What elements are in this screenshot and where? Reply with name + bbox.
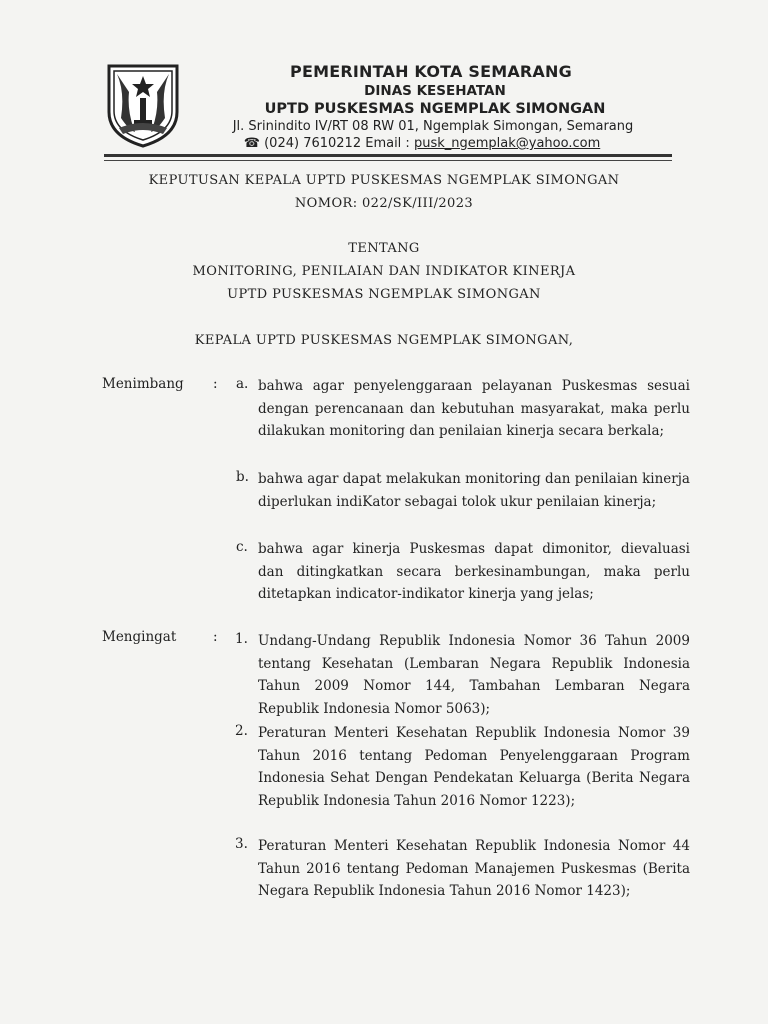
phone-icon: ☎ bbox=[243, 136, 260, 151]
letterhead-contact bbox=[144, 135, 700, 152]
menimbang-item-mark: a. bbox=[236, 376, 249, 392]
menimbang-item-mark: c. bbox=[236, 539, 248, 555]
menimbang-item-mark: b. bbox=[236, 469, 249, 485]
mengingat-label: Mengingat bbox=[102, 629, 177, 645]
mengingat-item-mark: 3. bbox=[235, 836, 248, 852]
menimbang-label: Menimbang bbox=[102, 376, 184, 392]
letterhead-address: Jl. Srinindito IV/RT 08 RW 01, Ngemplak Simongan, Semarang bbox=[232, 119, 634, 134]
menimbang-item-text: bahwa agar kinerja Puskesmas dapat dimonitor, dievaluasi dan ditingkatkan secara berkesinambungan, maka perlu ditetapkan indicator-indikator kinerja yang jelas; bbox=[258, 541, 690, 603]
mengingat-item-text: Peraturan Menteri Kesehatan Republik Indonesia Nomor 44 Tahun 2016 tentang Pedoman Manajemen Puskesmas (Berita Negara Republik Indonesia Tahun 2016 Nomor 1423); bbox=[258, 838, 690, 900]
mengingat-item-text: Peraturan Menteri Kesehatan Republik Indonesia Nomor 39 Tahun 2016 tentang Pedoman Penyelenggaraan Program Indonesia Sehat Dengan Pendekatan Keluarga (Berita Negara Republik Indonesia Tahun 2016 Nomor 1223); bbox=[258, 725, 690, 809]
decision-number: NOMOR: 022/SK/III/2023 bbox=[294, 196, 474, 211]
subject-line-1: MONITORING, PENILAIAN DAN INDIKATOR KINERJA bbox=[192, 264, 576, 279]
subject-line-2: UPTD PUSKESMAS NGEMPLAK SIMONGAN bbox=[227, 287, 541, 302]
menimbang-item-text: bahwa agar penyelenggaraan pelayanan Puskesmas sesuai dengan perencanaan dan kebutuhan masyarakat, maka perlu dilakukan monitoring dan penilaian kinerja secara berkala; bbox=[258, 378, 690, 440]
mengingat-item-mark: 1. bbox=[235, 631, 248, 647]
letterhead-divider-thin bbox=[104, 160, 672, 161]
decision-title: KEPUTUSAN KEPALA UPTD PUSKESMAS NGEMPLAK SIMONGAN bbox=[148, 173, 620, 188]
letterhead-email-link[interactable]: pusk_ngemplak@yahoo.com bbox=[413, 136, 601, 151]
letterhead-agency: DINAS KESEHATAN bbox=[364, 83, 506, 99]
letterhead-phone: (024) 7610212 Email : bbox=[264, 136, 410, 151]
letterhead-government: PEMERINTAH KOTA SEMARANG bbox=[290, 62, 572, 81]
about-heading: TENTANG bbox=[348, 241, 420, 256]
head-of-unit-line: KEPALA UPTD PUSKESMAS NGEMPLAK SIMONGAN, bbox=[194, 333, 574, 348]
letterhead bbox=[200, 62, 700, 152]
letterhead-divider-thick bbox=[104, 154, 672, 157]
menimbang-item-text: bahwa agar dapat melakukan monitoring dan penilaian kinerja diperlukan indiKator sebagai tolok ukur penilaian kinerja; bbox=[258, 471, 690, 510]
mengingat-item-text: Undang-Undang Republik Indonesia Nomor 36 Tahun 2009 tentang Kesehatan (Lembaran Negara Republik Indonesia Tahun 2009 Nomor 144, Tambahan Lembaran Negara Republik Indonesia Nomor 5063); bbox=[258, 633, 690, 717]
menimbang-colon: : bbox=[213, 376, 218, 392]
mengingat-item-mark: 2. bbox=[235, 723, 248, 739]
letterhead-unit: UPTD PUSKESMAS NGEMPLAK SIMONGAN bbox=[264, 101, 606, 117]
mengingat-colon: : bbox=[213, 629, 218, 645]
